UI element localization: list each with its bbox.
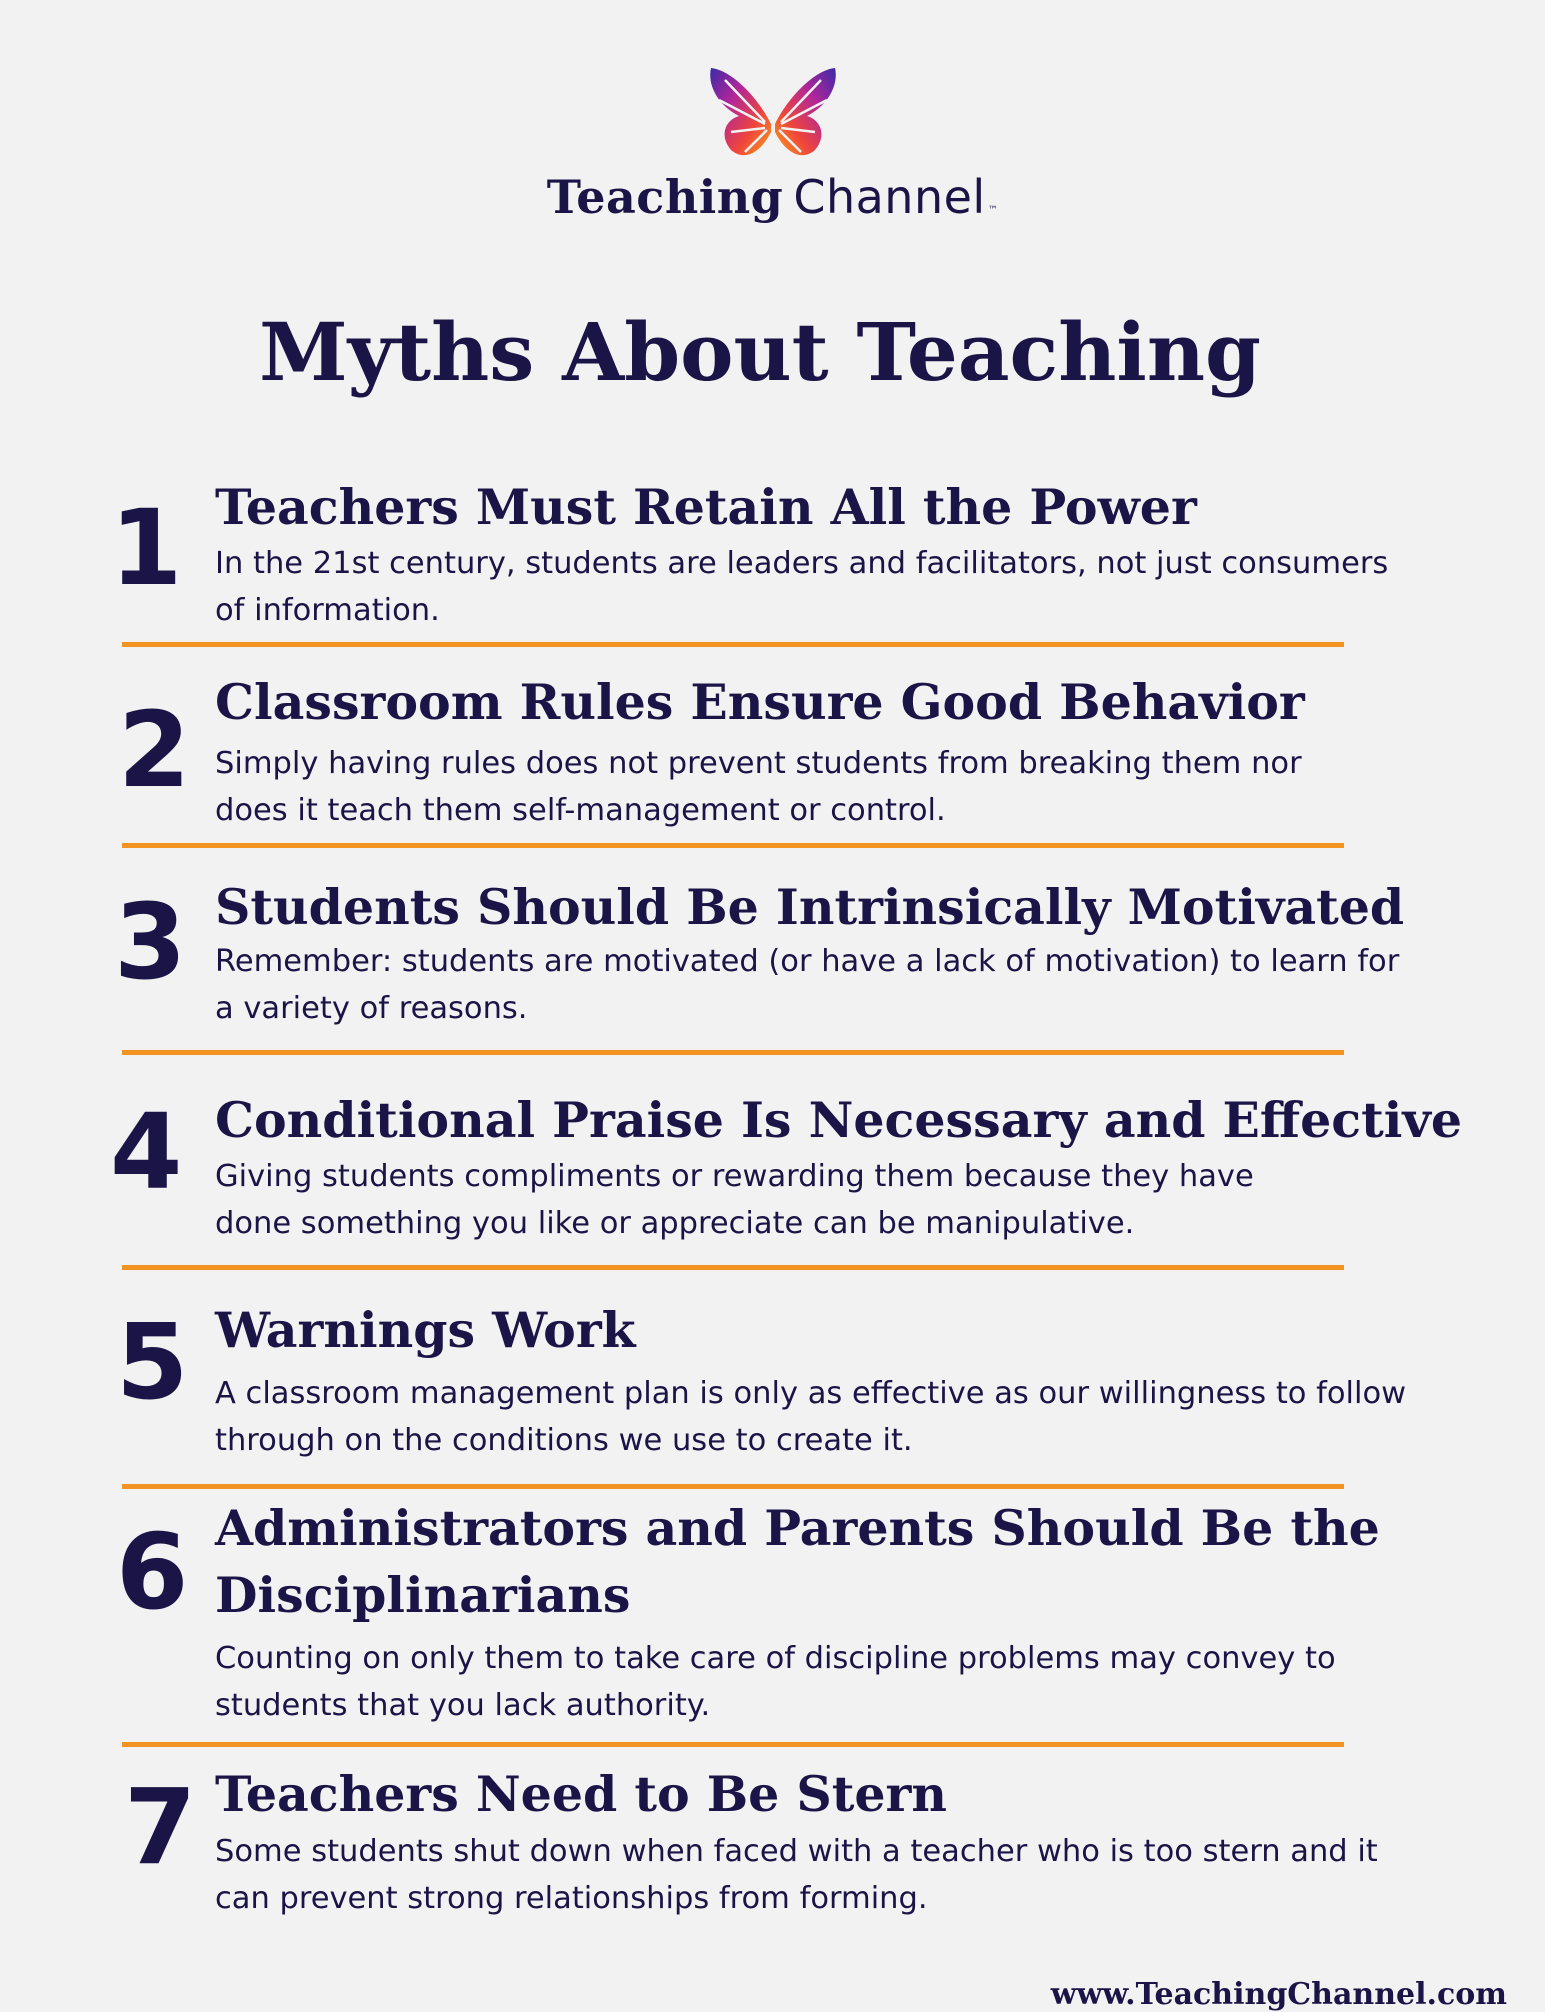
myth-number: 6 [116, 1511, 189, 1633]
divider [122, 843, 1344, 848]
myth-description: A classroom management plan is only as effective as our willingness to follow through on the conditions we use to create it. [215, 1376, 1407, 1458]
myth-description: Some students shut down when faced with a teacher who is too stern and it can prevent strong relationships from forming. [215, 1834, 1378, 1916]
myth-heading: Teachers Must Retain All the Power [215, 478, 1197, 536]
divider [122, 1265, 1344, 1270]
myth-number: 4 [110, 1091, 183, 1213]
myth-description: Simply having rules does not prevent students from breaking them nor does it teach them self-management or control. [215, 746, 1302, 828]
divider [122, 642, 1344, 647]
myth-number: 1 [110, 487, 183, 609]
brand-name-regular: Channel [793, 170, 986, 224]
divider [122, 1050, 1344, 1055]
myth-heading: Teachers Need to Be Stern [215, 1765, 947, 1823]
myth-description: Giving students compliments or rewarding them because they have done something you like or appreciate can be manipulative. [215, 1159, 1254, 1241]
page-title: Myths About Teaching [259, 305, 1261, 399]
myth-heading: Warnings Work [215, 1301, 636, 1359]
myth-heading: Classroom Rules Ensure Good Behavior [215, 673, 1305, 731]
myth-heading: Students Should Be Intrinsically Motivated [215, 878, 1405, 936]
brand-wordmark [0, 170, 1545, 224]
brand-trademark: ™ [987, 205, 999, 216]
myth-heading: Administrators and Parents Should Be the Disciplinarians [215, 1499, 1380, 1624]
myth-number: 2 [118, 689, 191, 811]
myth-heading: Conditional Praise Is Necessary and Effective [215, 1091, 1462, 1149]
myth-description: In the 21st century, students are leaders and facilitators, not just consumers of information. [215, 546, 1389, 628]
myth-number: 5 [116, 1301, 189, 1423]
brand-name-bold: Teaching [546, 170, 784, 224]
myth-number: 7 [124, 1766, 197, 1888]
divider [122, 1742, 1344, 1747]
divider [122, 1484, 1344, 1489]
website-link[interactable]: www.TeachingChannel.com [1050, 1977, 1507, 2012]
myth-description: Counting on only them to take care of discipline problems may convey to students that you lack authority. [215, 1641, 1336, 1723]
butterfly-icon [705, 66, 841, 166]
logo [0, 66, 1545, 166]
myth-number: 3 [114, 881, 187, 1003]
myth-description: Remember: students are motivated (or have a lack of motivation) to learn for a variety of reasons. [215, 944, 1400, 1026]
